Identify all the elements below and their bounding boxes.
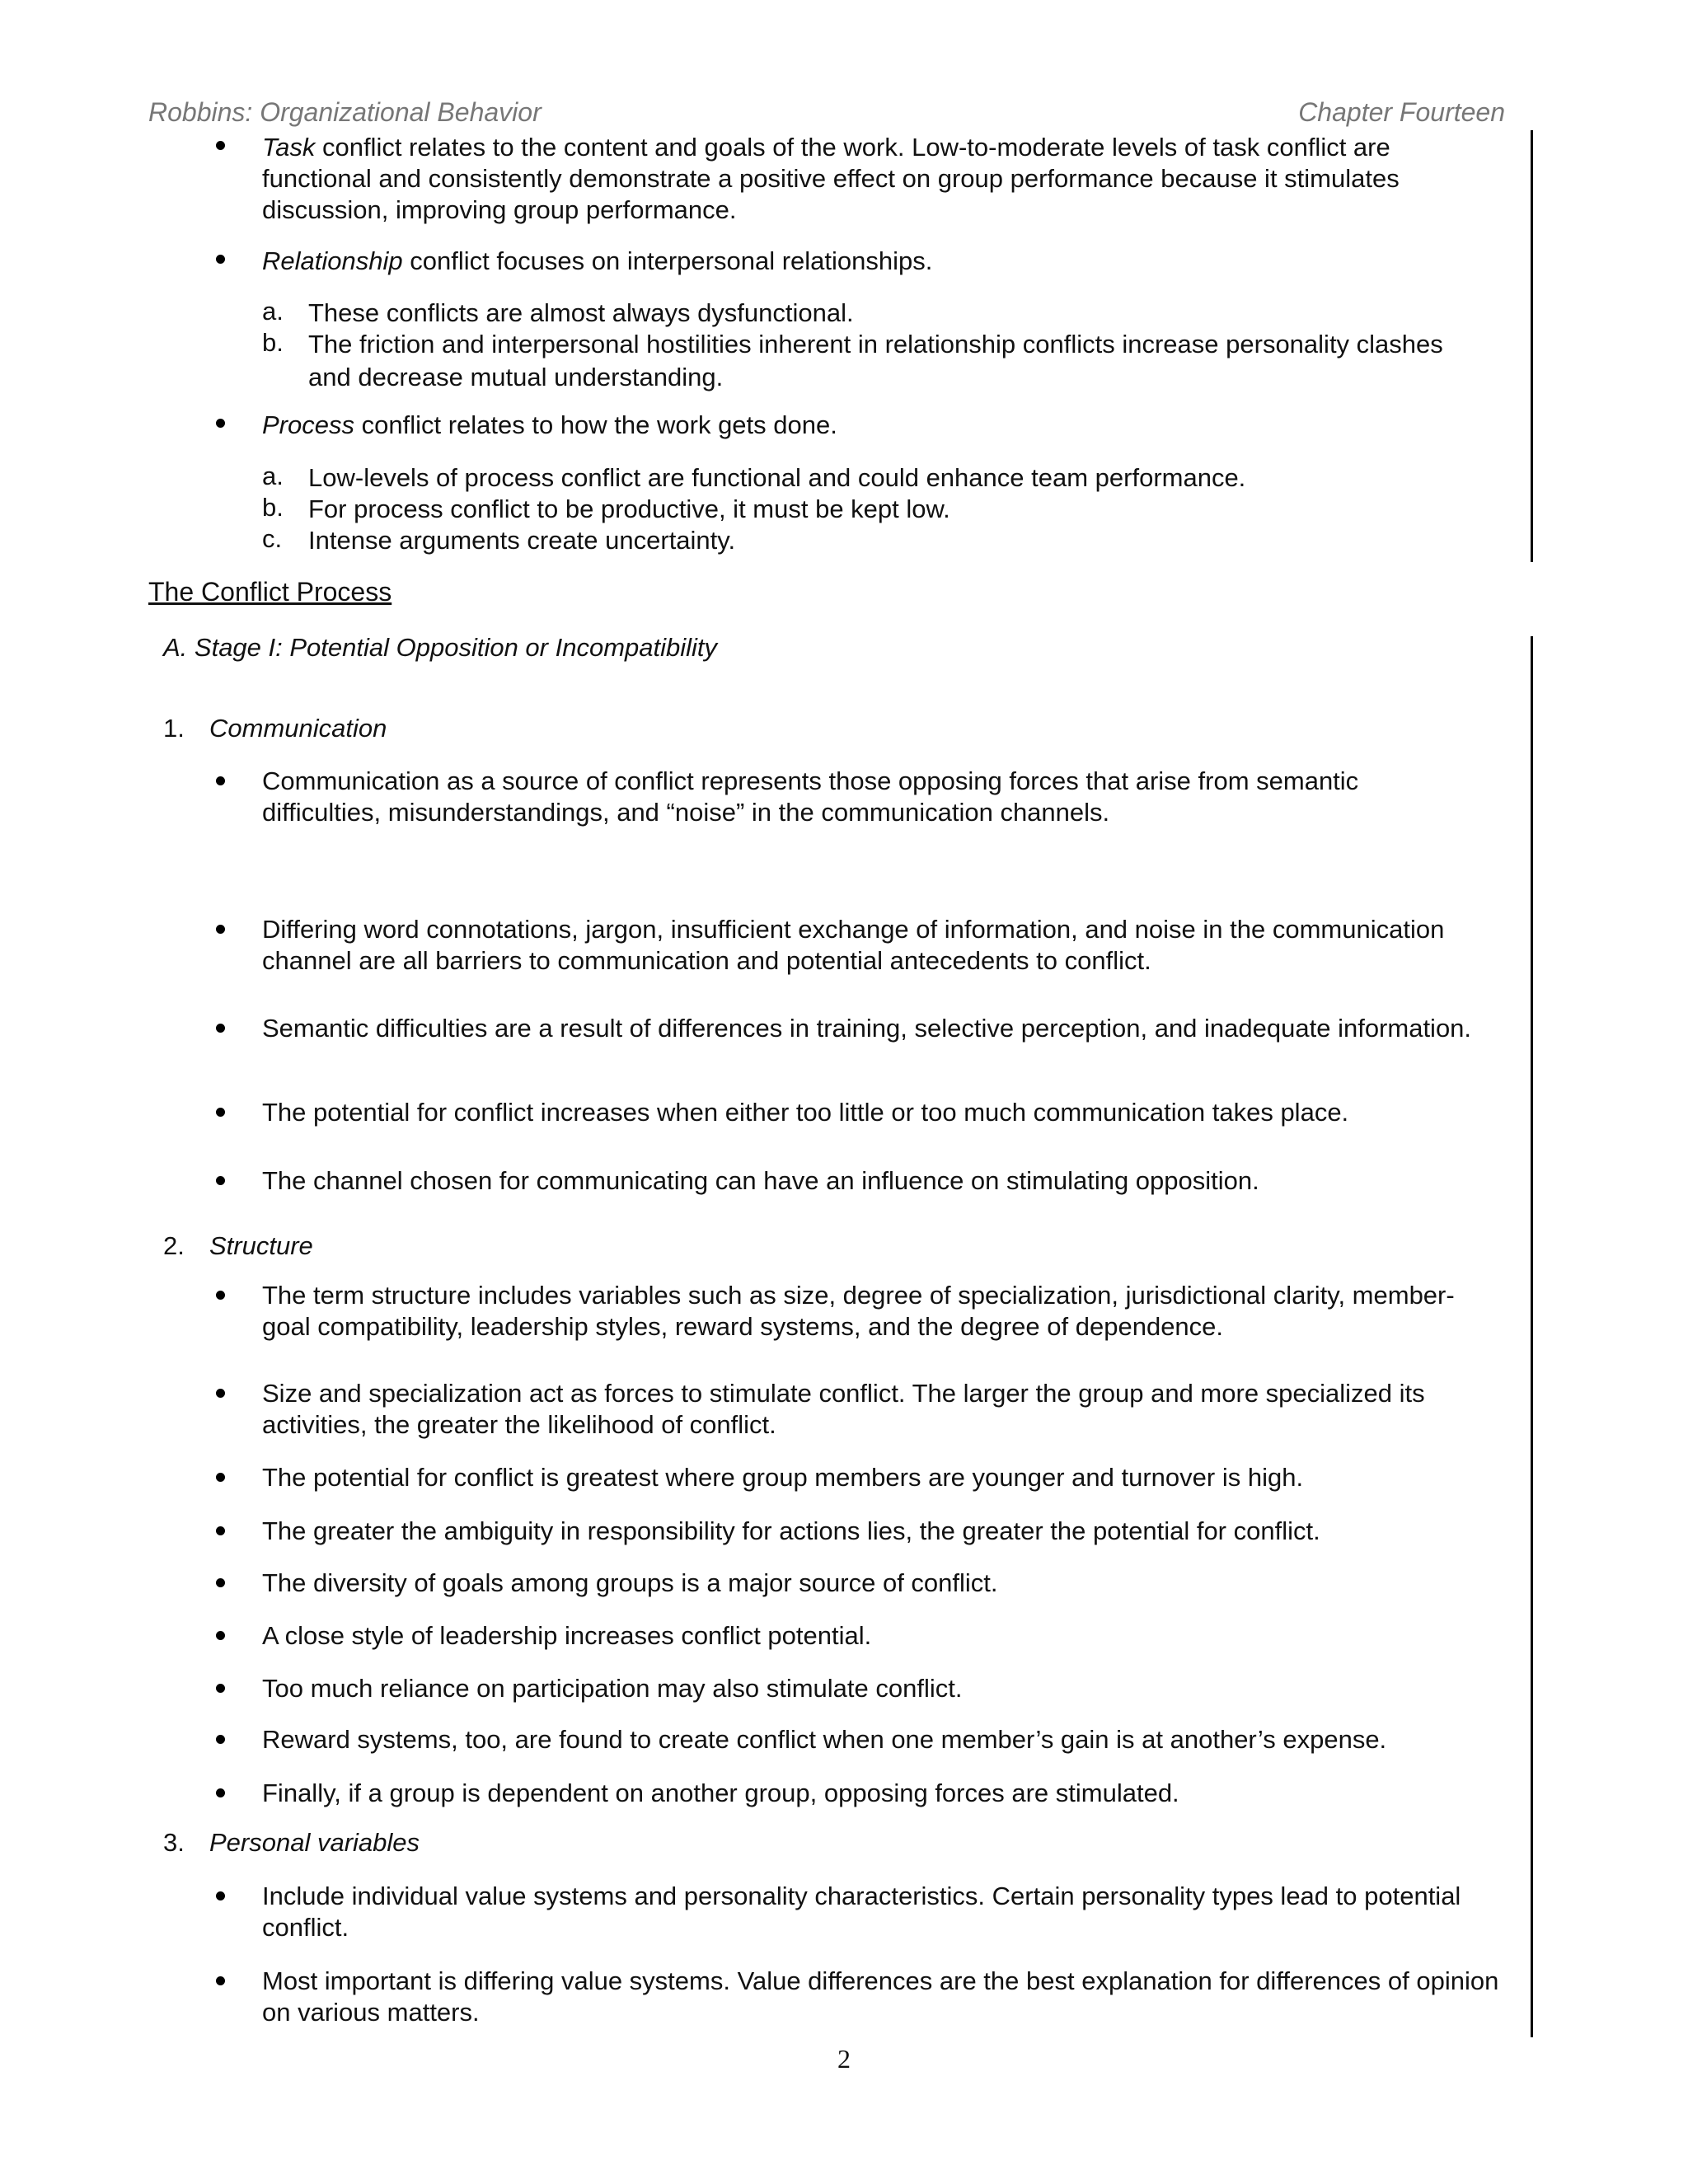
paragraph: The term structure includes variables such as size, degree of specialization, jurisdictional clarity, member-goal compatibility, leadership styles, reward systems, and the degree of dependence. xyxy=(262,1281,1455,1341)
running-header-left: Robbins: Organizational Behavior xyxy=(148,97,542,127)
list-number: 2. xyxy=(163,1231,185,1260)
bullet-icon xyxy=(216,925,225,934)
paragraph-text: conflict relates to how the work gets done. xyxy=(354,410,837,439)
list-item: For process conflict to be productive, it must be kept low. xyxy=(308,494,950,523)
paragraph: The potential for conflict is greatest where group members are younger and turnover is high. xyxy=(262,1463,1304,1492)
list-letter: a. xyxy=(262,462,284,490)
bullet-icon xyxy=(216,1389,225,1398)
list-letter: b. xyxy=(262,493,284,522)
list-letter: c. xyxy=(262,524,283,553)
bullet-icon xyxy=(216,1473,225,1482)
bullet-icon xyxy=(216,1631,225,1640)
list-item: These conflicts are almost always dysfunctional. xyxy=(308,298,854,327)
bullet-icon xyxy=(216,1291,225,1300)
paragraph: Size and specialization act as forces to stimulate conflict. The larger the group and more specialized its activities, the greater the likelihood of conflict. xyxy=(262,1379,1425,1439)
stage-heading: A. Stage I: Potential Opposition or Incompatibility xyxy=(163,633,718,662)
paragraph: The greater the ambiguity in responsibility for actions lies, the greater the potential for conflict. xyxy=(262,1516,1320,1545)
bullet-icon xyxy=(216,1176,225,1185)
bullet-icon xyxy=(216,141,225,150)
bullet-icon xyxy=(216,1024,225,1033)
paragraph: The channel chosen for communicating can have an influence on stimulating opposition. xyxy=(262,1166,1259,1195)
paragraph: Include individual value systems and personality characteristics. Certain personality types lead to potential conflict. xyxy=(262,1882,1461,1942)
revision-bar xyxy=(1531,130,1533,562)
bullet-icon xyxy=(216,1108,225,1117)
bullet-icon xyxy=(216,1684,225,1693)
revision-bar xyxy=(1531,636,1533,2037)
paragraph: The diversity of goals among groups is a major source of conflict. xyxy=(262,1568,998,1597)
paragraph-task-conflict xyxy=(262,132,1498,226)
bullet-icon xyxy=(216,419,225,428)
bullet-icon xyxy=(216,1526,225,1535)
list-item: Low-levels of process conflict are functional and could enhance team performance. xyxy=(308,463,1246,492)
list-item: The friction and interpersonal hostilities inherent in relationship conflicts increase personality clashes and decrease mutual understanding. xyxy=(308,330,1443,391)
list-number: 1. xyxy=(163,714,185,743)
list-item: Intense arguments create uncertainty. xyxy=(308,526,736,555)
bullet-icon xyxy=(216,1788,225,1797)
paragraph: Differing word connotations, jargon, insufficient exchange of information, and noise in the communication channel are all barriers to communication and potential antecedents to conflict. xyxy=(262,915,1445,975)
section-title: The Conflict Process xyxy=(148,577,392,607)
paragraph-relationship-conflict xyxy=(262,246,1523,277)
paragraph-text: conflict relates to the content and goals of the work. Low-to-moderate levels of task conflict are functional and consistently demonstrate a positive effect on group performance because it stimulates discussion, improving group performance. xyxy=(262,133,1400,224)
bullet-icon xyxy=(216,1735,225,1744)
subsection-label: Communication xyxy=(209,714,387,743)
paragraph: Finally, if a group is dependent on another group, opposing forces are stimulated. xyxy=(262,1779,1179,1807)
paragraph-process-conflict xyxy=(262,410,1523,441)
bullet-icon xyxy=(216,255,225,264)
list-number: 3. xyxy=(163,1828,185,1857)
paragraph: Reward systems, too, are found to create conflict when one member’s gain is at another’s expense. xyxy=(262,1725,1387,1754)
page-number: 2 xyxy=(837,2044,851,2074)
paragraph: Too much reliance on participation may also stimulate conflict. xyxy=(262,1674,963,1703)
running-header-right: Chapter Fourteen xyxy=(1298,97,1505,127)
paragraph: The potential for conflict increases when either too little or too much communication takes place. xyxy=(262,1098,1349,1127)
paragraph: Semantic difficulties are a result of differences in training, selective perception, and inadequate information. xyxy=(262,1014,1472,1043)
bullet-icon xyxy=(216,1578,225,1587)
paragraph: A close style of leadership increases conflict potential. xyxy=(262,1621,872,1650)
list-letter: a. xyxy=(262,297,284,326)
term: Process xyxy=(262,410,354,439)
paragraph: Most important is differing value systems. Value differences are the best explanation for differences of opinion on various matters. xyxy=(262,1966,1499,2027)
term: Task xyxy=(262,133,316,162)
list-letter: b. xyxy=(262,328,284,357)
bullet-icon xyxy=(216,776,225,785)
subsection-label: Structure xyxy=(209,1231,313,1260)
paragraph: Communication as a source of conflict represents those opposing forces that arise from semantic difficulties, misunderstandings, and “noise” in the communication channels. xyxy=(262,766,1359,827)
subsection-label: Personal variables xyxy=(209,1828,420,1857)
bullet-icon xyxy=(216,1976,225,1985)
paragraph-text: conflict focuses on interpersonal relationships. xyxy=(402,246,933,275)
term: Relationship xyxy=(262,246,403,275)
bullet-icon xyxy=(216,1891,225,1900)
